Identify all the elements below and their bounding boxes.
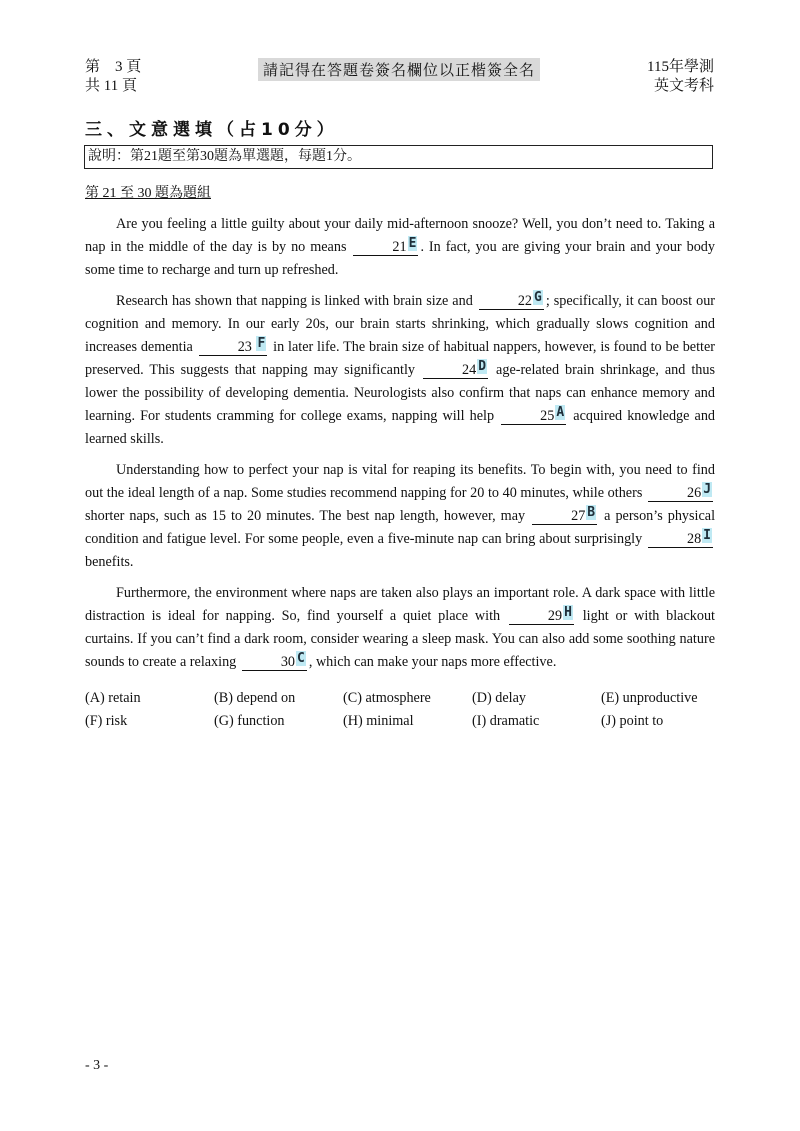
answer-29: H xyxy=(564,605,572,620)
option-a: (A) retain xyxy=(85,690,141,706)
passage-text: age-related brain shrinkage, and thus lower the possibility of developing dementia. Neurologists also confirm that naps can enhance memory and learning. For students cramming for college exams, napping will help xyxy=(85,362,716,424)
answer-30: C xyxy=(297,651,305,666)
paragraph-4 xyxy=(85,582,715,674)
passage-text: Understanding how to perfect your nap is vital for reaping its benefits. To begin with, you need to find out the ideal length of a nap. Some studies recommend napping for 20 to 40 minutes, while others xyxy=(85,462,715,501)
blank-23: 23 F xyxy=(199,340,268,356)
answer-26: J xyxy=(703,482,712,497)
option-g: (G) function xyxy=(214,713,285,729)
passage-text: a person’s physical condition and fatigue level. For some people, even a five-minute nap can bring about surprisingly xyxy=(85,508,716,547)
page-number-header: 第 3 頁 xyxy=(85,59,142,75)
instruction-box: 說明：第21題至第30題為單選題，每題1分。 xyxy=(84,145,713,169)
blank-27: 27 B xyxy=(532,509,597,525)
reading-passage xyxy=(85,213,715,682)
passage-text: shorter naps, such as 15 to 20 minutes. The best nap length, however, may xyxy=(85,508,526,524)
paragraph-2 xyxy=(85,290,715,451)
option-f: (F) risk xyxy=(85,713,128,729)
exam-year: 115年學測 xyxy=(647,59,714,75)
passage-text: Research has shown that napping is linked with brain size and xyxy=(116,293,473,309)
option-h: (H) minimal xyxy=(343,713,414,729)
blank-26: 26 J xyxy=(648,486,713,502)
answer-23: F xyxy=(257,336,266,351)
blank-22: 22 G xyxy=(479,294,544,310)
answer-25: A xyxy=(556,405,565,420)
option-e: (E) unproductive xyxy=(601,690,698,706)
blank-29: 29 H xyxy=(509,609,574,625)
option-j: (J) point to xyxy=(601,713,664,729)
exam-info xyxy=(647,58,714,96)
answer-27: B xyxy=(587,505,596,520)
blank-30: 30 C xyxy=(242,655,307,671)
passage-text: . In fact, you are giving your brain and your body some time to recharge and turn up refreshed. xyxy=(85,239,715,278)
answer-22: G xyxy=(534,290,542,305)
passage-text: in later life. The brain size of habitual nappers, however, is found to be better preserved. This suggests that napping may significantly xyxy=(85,339,716,378)
word-options xyxy=(85,688,725,731)
blank-25: 25 A xyxy=(501,409,566,425)
exam-subject: 英文考科 xyxy=(653,78,714,94)
paragraph-1 xyxy=(85,213,715,282)
passage-text: acquired knowledge and learned skills. xyxy=(85,408,716,447)
option-d: (D) delay xyxy=(472,690,526,706)
option-c: (C) atmosphere xyxy=(343,690,431,706)
question-group-label: 第 21 至 30 題為題組 xyxy=(85,186,211,201)
passage-text: benefits. xyxy=(85,554,134,570)
section-title: 三、文意選填（占10分） xyxy=(85,120,339,140)
page-info xyxy=(85,58,141,96)
passage-text: Are you feeling a little guilty about your daily mid-afternoon snooze? Well, you don’t need to. Taking a nap in the middle of the day is by no means xyxy=(85,216,715,255)
option-i: (I) dramatic xyxy=(472,713,540,729)
passage-text: , which can make your naps more effective. xyxy=(308,654,557,670)
blank-24: 24 D xyxy=(423,363,488,379)
signature-notice: 請記得在答題卷簽名欄位以正楷簽全名 xyxy=(258,58,540,81)
answer-21: E xyxy=(408,236,417,251)
answer-24: D xyxy=(478,359,487,374)
blank-21: 21 E xyxy=(353,240,418,256)
answer-28: I xyxy=(703,528,711,543)
page-footer-number: - 3 - xyxy=(85,1058,109,1073)
passage-text: light or with blackout curtains. If you can’t find a dark room, consider wearing a sleep mask. You can also add some soothing nature sounds to create a relaxing xyxy=(85,608,715,670)
blank-28: 28 I xyxy=(648,532,713,548)
passage-text: ; specifically, it can boost our cognition and memory. In our early 20s, our brain starts shrinking, which gradually slows cognition and increases dementia xyxy=(85,293,716,355)
option-b: (B) depend on xyxy=(214,690,296,706)
paragraph-3 xyxy=(85,459,715,574)
total-pages: 共 11 頁 xyxy=(85,78,137,94)
passage-text: Furthermore, the environment where naps are taken also plays an important role. A dark space with little distraction is ideal for napping. So, find yourself a quiet place with xyxy=(85,585,715,624)
